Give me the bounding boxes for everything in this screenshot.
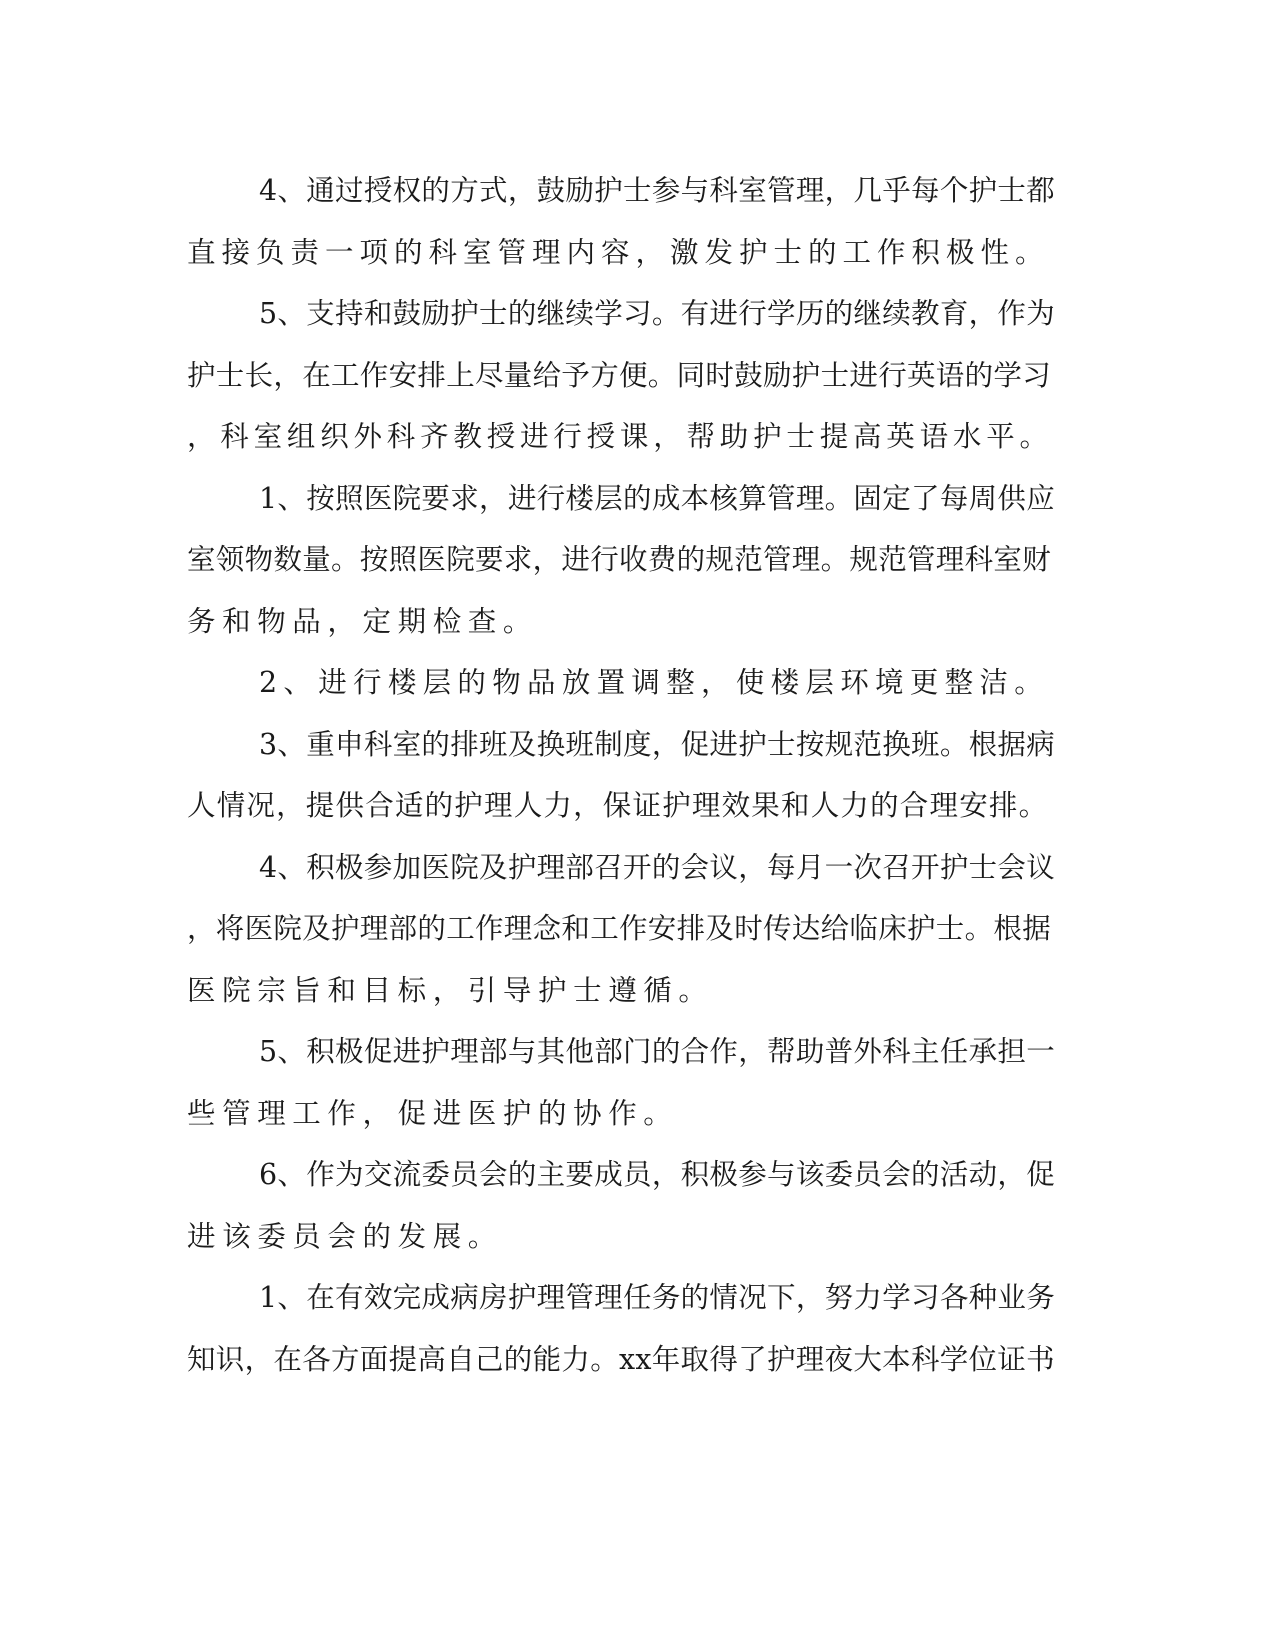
- paragraph-line: 人情况，提供合适的护理人力，保证护理效果和人力的合理安排。: [187, 789, 1049, 822]
- paragraph: [187, 837, 1055, 1022]
- paragraph-line: 知识，在各方面提高自己的能力。xx年取得了护理夜大本科学位证书: [187, 1342, 1055, 1376]
- paragraph-line: 医院宗旨和目标，引导护士遵循。: [187, 973, 714, 1007]
- paragraph: [187, 652, 1055, 714]
- paragraph: [187, 714, 1055, 837]
- paragraph: [187, 1144, 1055, 1267]
- paragraph: [187, 1021, 1055, 1144]
- paragraph-line: 护士长，在工作安排上尽量给予方便。同时鼓励护士进行英语的学习: [187, 358, 1052, 392]
- paragraph: [187, 283, 1055, 468]
- paragraph-line: 5、支持和鼓励护士的继续学习。有进行学历的继续教育，作为: [259, 297, 1056, 330]
- paragraph-line: 6、作为交流委员会的主要成员，积极参与该委员会的活动，促: [259, 1158, 1056, 1191]
- paragraph-line: 1、按照医院要求，进行楼层的成本核算管理。固定了每周供应: [259, 481, 1056, 515]
- paragraph-line: ，科室组织外科齐教授进行授课，帮助护士提高英语水平。: [187, 420, 1053, 453]
- paragraph-line: 4、积极参加医院及护理部召开的会议，每月一次召开护士会议: [259, 850, 1056, 884]
- paragraph-line: 1、在有效完成病房护理管理任务的情况下，努力学习各种业务: [259, 1281, 1056, 1314]
- paragraph-line: 4、通过授权的方式，鼓励护士参与科室管理，几乎每个护士都: [259, 174, 1056, 207]
- paragraph-line: ，将医院及护理部的工作理念和工作安排及时传达给临床护士。根据: [187, 912, 1052, 945]
- paragraph: [187, 160, 1055, 283]
- document-body: [187, 160, 1055, 1390]
- paragraph-line: 务和物品，定期检查。: [187, 604, 539, 638]
- paragraph-line: 进该委员会的发展。: [187, 1219, 503, 1253]
- paragraph-line: 5、积极促进护理部与其他部门的合作，帮助普外科主任承担一: [259, 1035, 1056, 1068]
- paragraph: [187, 1267, 1055, 1390]
- paragraph-line: 室领物数量。按照医院要求，进行收费的规范管理。规范管理科室财: [187, 543, 1052, 576]
- paragraph-line: 3、重申科室的排班及换班制度，促进护士按规范换班。根据病: [259, 727, 1056, 761]
- paragraph: [187, 468, 1055, 653]
- paragraph-line: 直接负责一项的科室管理内容，激发护士的工作积极性。: [187, 235, 1050, 269]
- paragraph-line: 些管理工作，促进医护的协作。: [187, 1096, 679, 1130]
- paragraph-line: 2、进行楼层的物品放置调整，使楼层环境更整洁。: [259, 666, 1050, 699]
